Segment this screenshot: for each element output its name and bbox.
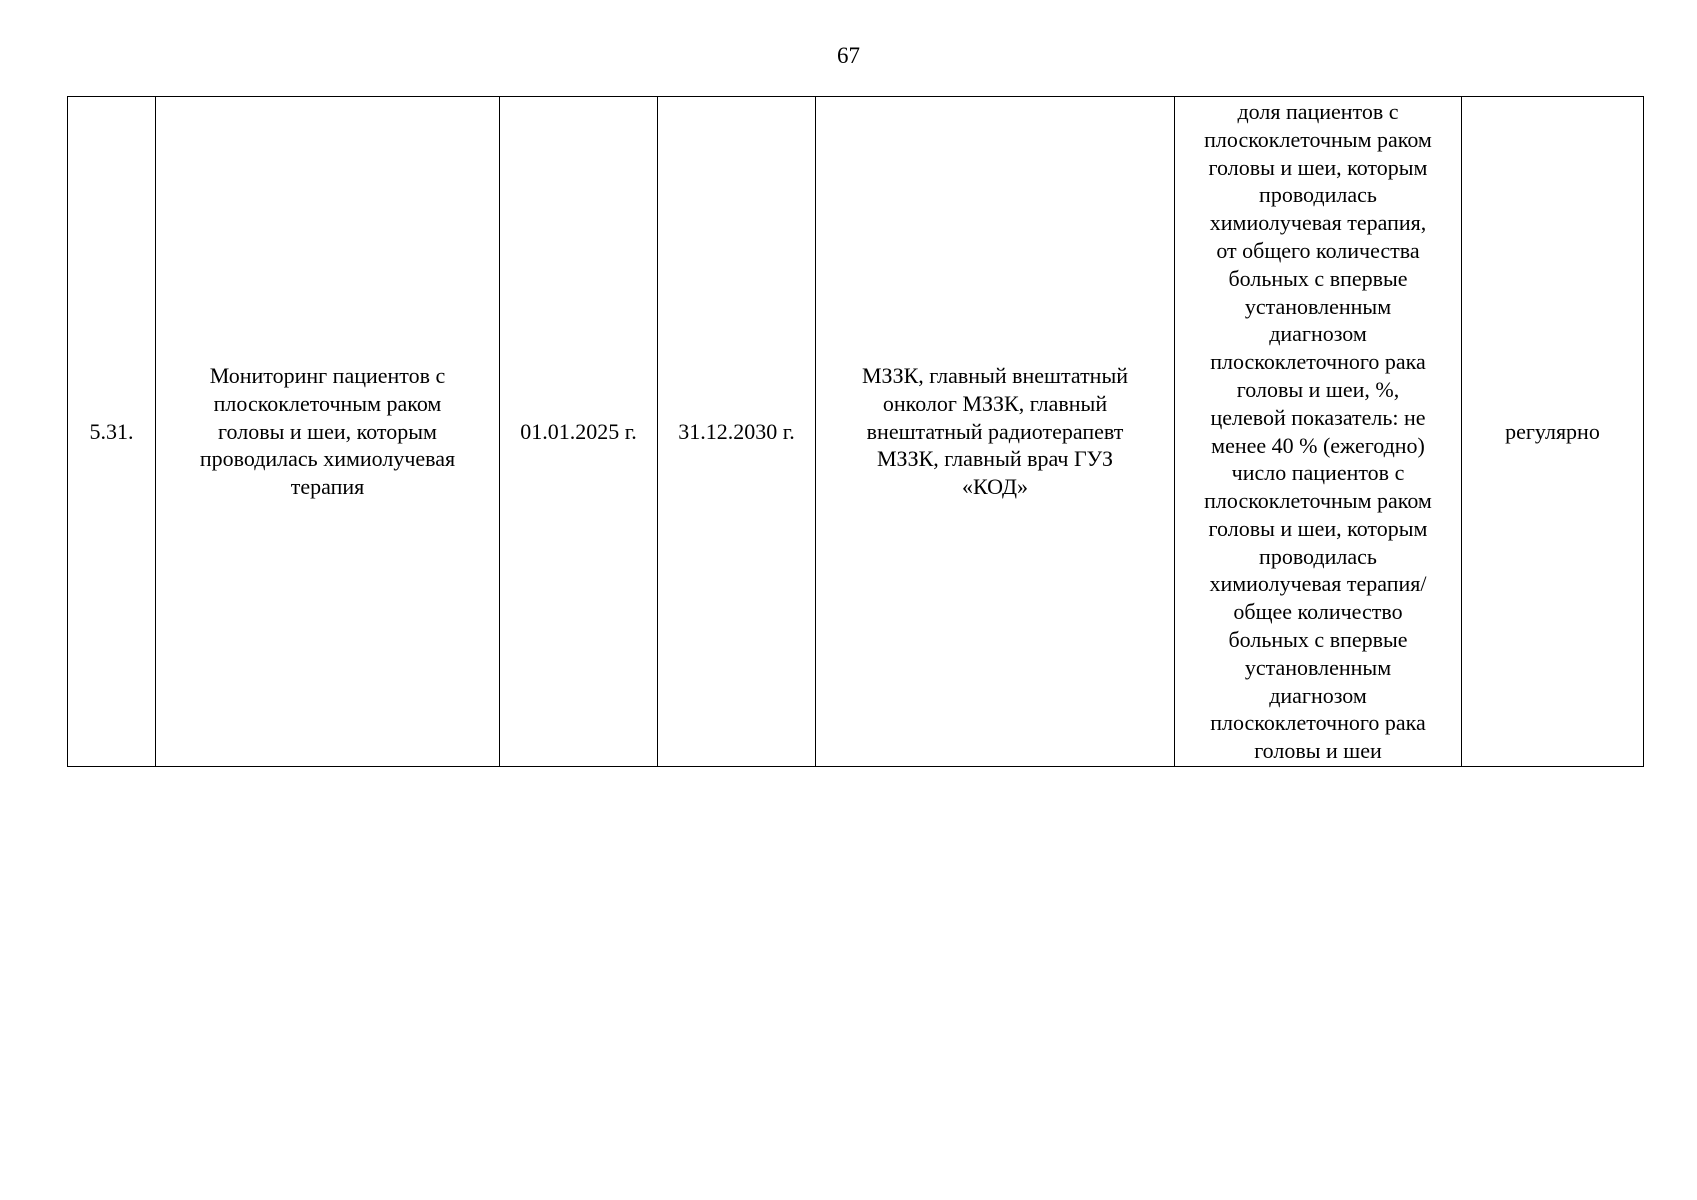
start-date-cell: 01.01.2025 г.: [500, 97, 658, 767]
indicator-line: больных с впервые: [1228, 627, 1408, 653]
activity-line: терапия: [290, 474, 365, 500]
indicator-line: установленным: [1244, 293, 1392, 319]
activity-line: проводилась химиолучевая: [199, 446, 456, 472]
frequency-cell: регулярно: [1462, 97, 1644, 767]
indicator-line: диагнозом: [1269, 682, 1367, 708]
indicator-line: установленным: [1244, 654, 1392, 680]
indicator-line: доля пациентов с: [1237, 98, 1399, 124]
row-number-cell: 5.31.: [68, 97, 156, 767]
activity-line: плоскоклеточным раком: [213, 390, 442, 416]
responsible-line: онколог МЗЗК, главный: [882, 390, 1108, 416]
indicator-cell: [1175, 97, 1462, 767]
responsible-line: «КОД»: [962, 474, 1028, 500]
indicator-line: головы и шеи, которым: [1208, 515, 1428, 541]
responsible-line: внештатный радиотерапевт: [866, 418, 1124, 444]
indicator-line: общее количество: [1233, 599, 1403, 625]
activity-line: головы и шеи, которым: [218, 418, 437, 444]
indicator-line: плоскоклеточного рака: [1210, 710, 1426, 736]
indicator-line: больных с впервые: [1228, 265, 1408, 291]
indicator-line: химиолучевая терапия,: [1209, 210, 1427, 236]
indicator-line: менее 40 % (ежегодно): [1211, 432, 1425, 458]
indicator-line: целевой показатель: не: [1210, 404, 1426, 430]
indicator-line: плоскоклеточным раком: [1204, 488, 1432, 514]
indicator-line: проводилась: [1259, 182, 1377, 208]
activity-line: Мониторинг пациентов с: [209, 363, 446, 388]
indicator-line: химиолучевая терапия/: [1209, 571, 1427, 597]
end-date-cell: 31.12.2030 г.: [658, 97, 816, 767]
activity-cell: [156, 97, 500, 767]
page-number: 67: [837, 43, 860, 68]
indicator-line: плоскоклеточного рака: [1210, 349, 1426, 375]
responsible-line: МЗЗК, главный внештатный: [861, 363, 1129, 388]
indicator-line: от общего количества: [1216, 237, 1420, 263]
indicator-line: головы и шеи: [1254, 738, 1382, 764]
responsible-line: МЗЗК, главный врач ГУЗ: [876, 446, 1113, 472]
indicator-line: проводилась: [1259, 543, 1377, 569]
indicator-line: головы и шеи, %,: [1236, 376, 1400, 402]
indicator-line: головы и шеи, которым: [1208, 154, 1428, 180]
indicator-line: плоскоклеточным раком: [1204, 126, 1432, 152]
plan-table: [67, 96, 1644, 767]
responsible-cell: [816, 97, 1175, 767]
indicator-line: диагнозом: [1269, 321, 1367, 347]
indicator-line: число пациентов с: [1231, 460, 1405, 486]
table-row: [68, 97, 1644, 767]
